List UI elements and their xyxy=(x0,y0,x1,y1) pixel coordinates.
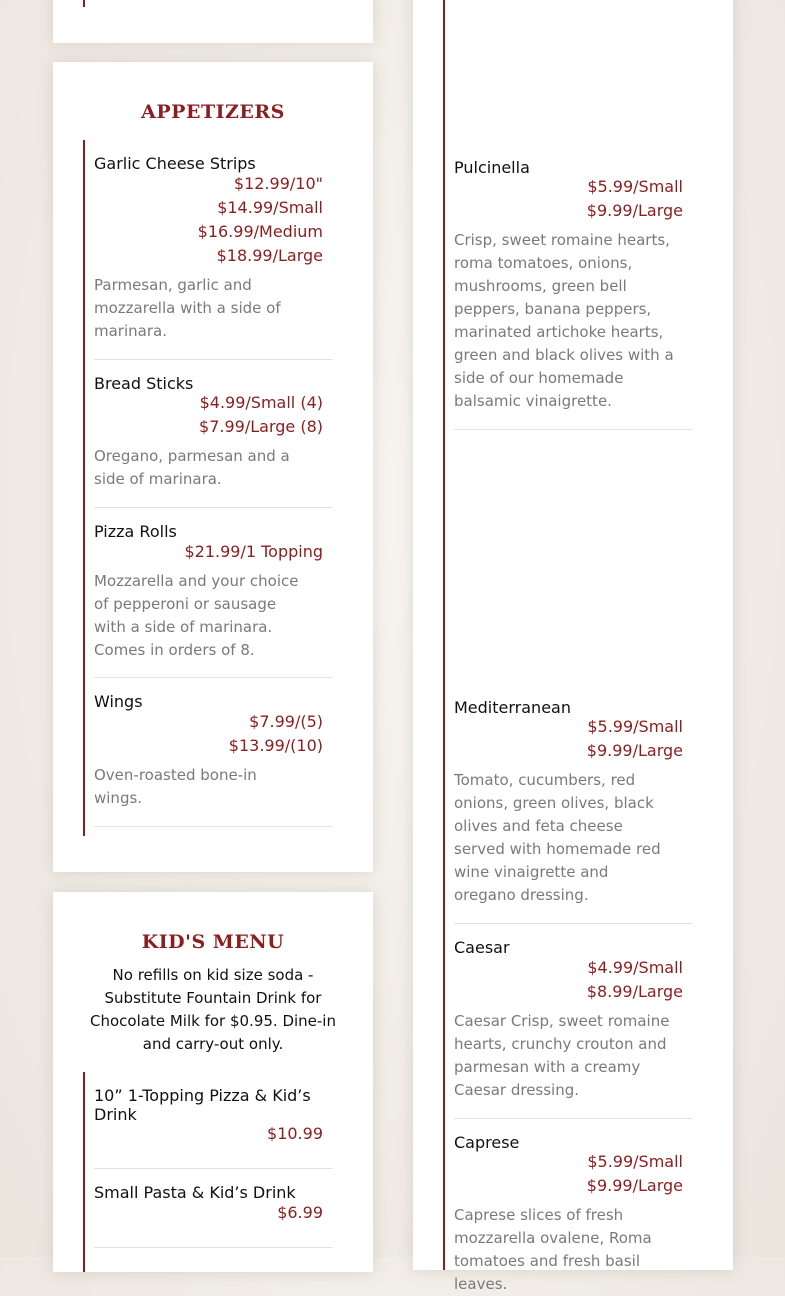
menu-item-description: Oregano, parmesan and a side of marinara. xyxy=(94,447,290,488)
menu-item-price: $6.99 xyxy=(277,1203,323,1222)
menu-item-price: $12.99/10" xyxy=(233,174,323,193)
menu-item-name: Caprese xyxy=(454,1133,520,1152)
menu-item-name: Bread Sticks xyxy=(94,374,194,393)
menu-item-price: $14.99/Small xyxy=(217,198,323,217)
menu-item-name: Pulcinella xyxy=(454,158,530,177)
separator xyxy=(94,507,333,508)
card-accent-line xyxy=(83,1072,85,1272)
menu-item-price: $9.99/Large xyxy=(586,741,683,760)
separator xyxy=(454,1118,693,1119)
previous-menu-card xyxy=(53,0,373,43)
kids-menu-title: KID'S MENU xyxy=(141,931,285,953)
menu-item-description: Oven-roasted bone-in wings. xyxy=(94,766,257,807)
menu-item-price: $5.99/Small xyxy=(587,1152,683,1171)
menu-item-description: Tomato, cucumbers, red onions, green olives, black olives and feta cheese served with homemade red wine vinaigrette and oregano dressing. xyxy=(454,771,661,904)
appetizers-title: APPETIZERS xyxy=(141,101,285,123)
menu-item-price: $7.99/Large (8) xyxy=(199,417,323,436)
menu-item-name: Caesar xyxy=(454,938,510,957)
separator xyxy=(454,429,693,430)
separator xyxy=(94,1168,333,1169)
menu-item-description: Caprese slices of fresh mozzarella ovalene, Roma tomatoes and fresh basil leaves. xyxy=(454,1206,652,1293)
menu-item-price: $7.99/(5) xyxy=(249,712,323,731)
separator xyxy=(94,359,333,360)
menu-item-description: Mozzarella and your choice of pepperoni or sausage with a side of marinara. Comes in orders of 8. xyxy=(94,572,299,659)
card-accent-line xyxy=(443,0,445,1270)
menu-item-price: $16.99/Medium xyxy=(197,222,323,241)
menu-item-name: Small Pasta & Kid’s Drink xyxy=(94,1183,296,1202)
separator xyxy=(94,677,333,678)
menu-item-name: Garlic Cheese Strips xyxy=(94,154,256,173)
menu-item-description: Caesar Crisp, sweet romaine hearts, crunchy crouton and parmesan with a creamy Caesar dressing. xyxy=(454,1012,670,1099)
kids-menu-note: No refills on kid size soda - Substitute Fountain Drink for Chocolate Milk for $0.95. Dine-in and carry-out only. xyxy=(90,966,336,1053)
menu-item-price: $13.99/(10) xyxy=(228,736,323,755)
menu-item-price: $18.99/Large xyxy=(216,246,323,265)
menu-item-name: Mediterranean xyxy=(454,698,571,717)
menu-item-description: Crisp, sweet romaine hearts, roma tomatoes, onions, mushrooms, green bell peppers, banana peppers, marinated artichoke hearts, green and black olives with a side of our homemade balsamic vinaigrette. xyxy=(454,231,674,410)
card-accent-line xyxy=(83,0,85,7)
card-accent-line xyxy=(83,140,85,836)
menu-item-price: $10.99 xyxy=(267,1124,323,1143)
menu-item-price: $8.99/Large xyxy=(586,982,683,1001)
separator xyxy=(94,826,333,827)
menu-item-price: $4.99/Small xyxy=(587,958,683,977)
appetizers-card xyxy=(53,62,373,872)
menu-item-name: Pizza Rolls xyxy=(94,522,177,541)
separator xyxy=(454,923,693,924)
menu-item-name: 10” 1-Topping Pizza & Kid’s Drink xyxy=(94,1086,311,1124)
menu-item-price: $21.99/1 Topping xyxy=(184,542,323,561)
separator xyxy=(94,1247,333,1248)
salads-card xyxy=(413,0,733,1293)
menu-item-price: $5.99/Small xyxy=(587,717,683,736)
menu-item-name: Wings xyxy=(94,692,143,711)
menu-item-price: $9.99/Large xyxy=(586,201,683,220)
menu-item-price: $9.99/Large xyxy=(586,1176,683,1195)
menu-item-description: Parmesan, garlic and mozzarella with a side of marinara. xyxy=(94,276,281,340)
menu-item-price: $5.99/Small xyxy=(587,177,683,196)
menu-item-price: $4.99/Small (4) xyxy=(199,393,323,412)
kids-menu-card xyxy=(53,892,373,1272)
